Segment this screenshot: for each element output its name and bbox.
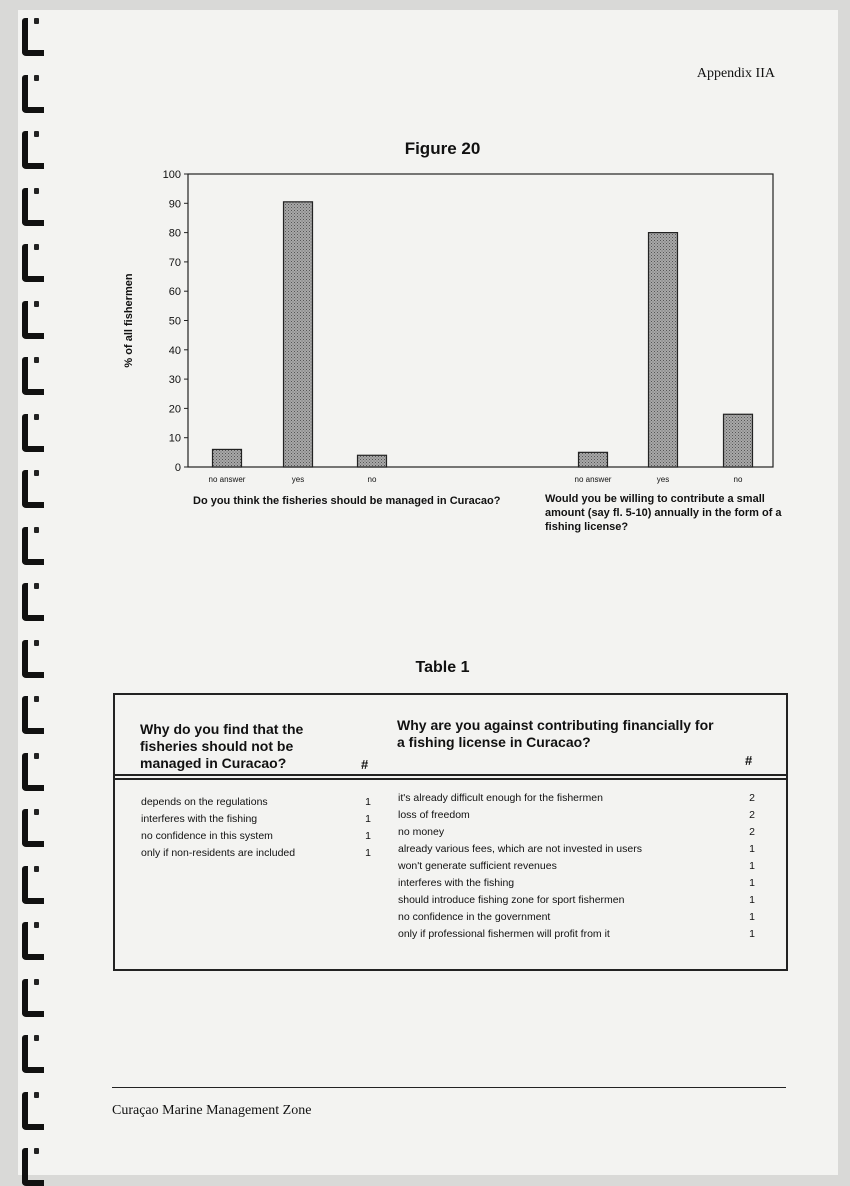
table-row-reason: it's already difficult enough for the fishermen <box>398 792 603 804</box>
x-tick-label: no <box>733 475 743 484</box>
binding-ring <box>22 527 44 565</box>
table-row-count: 1 <box>749 911 755 923</box>
table-row-count: 2 <box>749 809 755 821</box>
x-tick-label: yes <box>291 475 305 484</box>
question-1-label: Do you think the fisheries should be managed in Curacao? <box>193 495 501 507</box>
table-row-reason: loss of freedom <box>398 809 470 821</box>
right-count-list <box>742 790 762 943</box>
header-divider <box>115 774 786 776</box>
table-row-reason: depends on the regulations <box>141 796 268 808</box>
table-row-count: 1 <box>749 894 755 906</box>
footer-text: Curaçao Marine Management Zone <box>112 1103 312 1118</box>
y-tick-label: 30 <box>168 374 181 387</box>
right-reason-list <box>398 790 728 943</box>
table-row-reason: won't generate sufficient revenues <box>398 860 557 872</box>
y-tick-label: 0 <box>174 462 181 474</box>
table-row-reason: no confidence in this system <box>141 830 273 842</box>
header-divider-double <box>115 778 786 780</box>
bar-1-no <box>358 455 387 467</box>
table-row-count: 1 <box>365 813 371 825</box>
table-title: Table 1 <box>415 659 470 676</box>
binding-ring <box>22 1092 44 1130</box>
table-row-count: 1 <box>749 860 755 872</box>
y-tick-label: 80 <box>168 227 181 240</box>
y-tick-label: 90 <box>168 198 181 211</box>
table-row-count: 1 <box>365 830 371 842</box>
bar-chart <box>0 0 850 500</box>
y-tick-label: 70 <box>168 256 181 269</box>
bar-2-no <box>724 414 753 467</box>
y-tick-label: 50 <box>168 315 181 328</box>
y-tick-label: 10 <box>168 432 181 445</box>
binding-ring <box>22 866 44 904</box>
figure-title: Figure 20 <box>404 139 481 158</box>
binding-ring <box>22 922 44 960</box>
table-row-reason: should introduce fishing zone for sport fishermen <box>398 894 625 906</box>
question-2-label: Would you be willing to contribute a small amount (say fl. 5-10) annually in the form of a fishing license? <box>545 493 782 533</box>
table-row-count: 2 <box>749 792 755 804</box>
binding-ring <box>22 583 44 621</box>
bar-2-no-answer <box>579 452 608 467</box>
table-row-count: 1 <box>749 843 755 855</box>
binding-ring <box>22 753 44 791</box>
table-row-reason: interferes with the fishing <box>141 813 258 825</box>
table-row-count: 1 <box>365 847 371 859</box>
table-row-count: 1 <box>749 928 755 940</box>
x-tick-label: no answer <box>208 475 246 484</box>
left-column-heading: Why do you find that the fisheries should not be managed in Curacao? <box>140 721 304 771</box>
table-row-count: 1 <box>365 796 371 808</box>
table-row-count: 2 <box>749 826 755 838</box>
x-tick-label: no answer <box>574 475 612 484</box>
table-row-reason: no money <box>398 826 445 838</box>
table-row-reason: interferes with the fishing <box>398 877 515 889</box>
table-row-count: 1 <box>749 877 755 889</box>
binding-ring <box>22 809 44 847</box>
bar-1-yes <box>284 202 313 467</box>
right-count-header: # <box>745 753 753 768</box>
table-row-reason: already various fees, which are not invested in users <box>398 843 642 855</box>
table-row-reason: only if non-residents are included <box>141 847 296 859</box>
left-reason-list <box>141 794 351 862</box>
binding-ring <box>22 1148 44 1186</box>
x-tick-label: yes <box>656 475 670 484</box>
table-row-reason: no confidence in the government <box>398 911 551 923</box>
right-column-heading: Why are you against contributing financially for a fishing license in Curacao? <box>397 717 714 750</box>
binding-ring <box>22 1035 44 1073</box>
plot-frame <box>188 174 773 467</box>
reasons-table <box>113 693 788 971</box>
y-tick-label: 20 <box>168 403 181 416</box>
y-tick-label: 60 <box>168 286 181 299</box>
footer-rule <box>112 1087 786 1088</box>
y-tick-label: 40 <box>168 344 181 357</box>
bar-2-yes <box>649 233 678 467</box>
left-count-header: # <box>361 757 369 772</box>
x-tick-label: no <box>367 475 377 484</box>
y-axis-label: % of all fishermen <box>123 273 135 368</box>
table-row-reason: only if professional fishermen will profit from it <box>398 928 610 940</box>
bar-1-no-answer <box>213 449 242 467</box>
y-tick-label: 100 <box>162 169 181 181</box>
binding-ring <box>22 696 44 734</box>
appendix-label: Appendix IIA <box>696 66 775 81</box>
binding-ring <box>22 979 44 1017</box>
left-count-list <box>358 794 378 862</box>
